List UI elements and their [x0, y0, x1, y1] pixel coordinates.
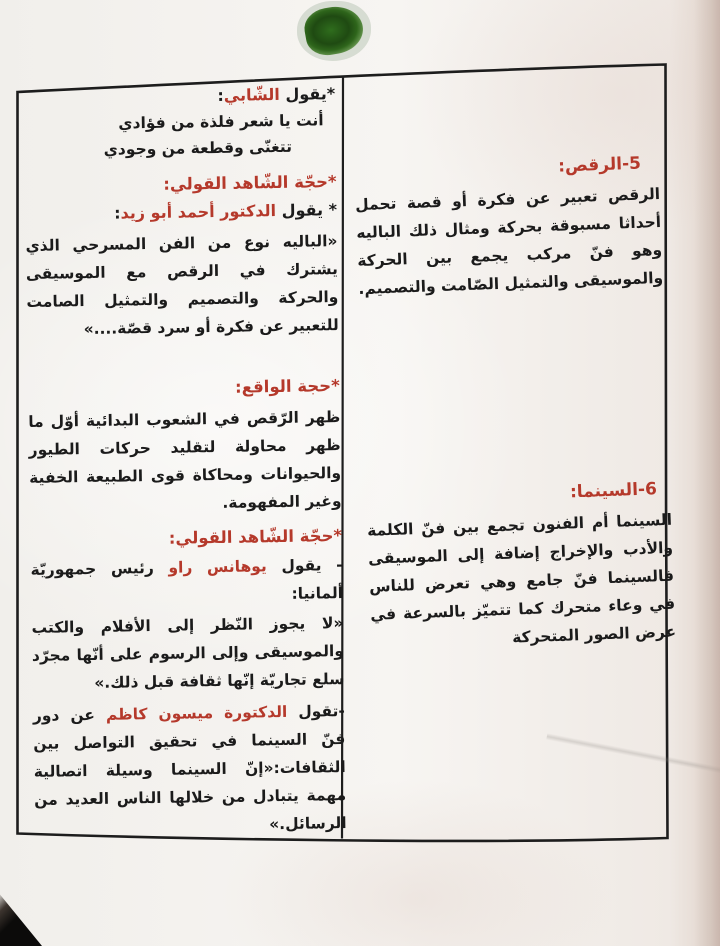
kazem-quote: «إنّ السينما وسيلة اتصالية مهمة يتبادل من خلالها الناس العديد من الرسائل.» [33, 759, 347, 834]
reality-evidence-heading: *حجة الواقع: [234, 376, 340, 397]
verbal-witness-heading-1: *حجّة الشّاهد القولي: [163, 172, 337, 194]
president-name: يوهانس راو [168, 557, 267, 577]
attribution-suffix: رئيس جمهوريّة ألمانيا: [30, 558, 344, 603]
colon: : [217, 85, 224, 105]
kazem-paragraph [33, 697, 347, 842]
page-edge-shadow [694, 0, 720, 946]
section-6-cinema-heading: 6-السينما: [569, 479, 658, 503]
scholar-name: الدكتور أحمد أبو زيد [120, 201, 277, 223]
say-verb: - يقول [266, 556, 343, 576]
say-verb: *يقول [279, 84, 336, 104]
verbal-witness-heading-2: *حجّة الشّاهد القولي: [168, 526, 343, 548]
rau-attribution [30, 551, 343, 612]
colon: : [113, 203, 121, 223]
rau-quote: «لا يجوز النّظر إلى الأفلام والكتب والموسيقى وإلى الرسوم على أنّها مجرّد سلع تجاريّة إنّها ثقافة قبل ذلك.» [31, 614, 345, 692]
main-topics-column [351, 84, 676, 657]
poet-name: الشّابي [223, 84, 280, 105]
section-6-cinema-body: السينما أم الفنون تجمع بين فنّ الكلمة والأدب والإخراج إضافة إلى الموسيقى فالسينما فنّ جامع وهي تعرض للناس في وعاء متحرك كما تتميّز بالسرعة في عرض الصور المتحركة [366, 510, 677, 647]
abuzeid-quote: «الباليه نوع من الفن المسرحي الذي يشترك في الرقص مع الموسيقى والحركة والتصميم والتمثيل الصامت للتعبير عن فكرة أو سرد قصّة....» [25, 232, 339, 339]
poem-verse-1: أنت يا شعر فلذة من فؤادي [118, 111, 324, 133]
section-5-dance-body: الرقص تعبير عن فكرة أو قصة تحمل أحداثا مسبوقة بحركة ومثال ذلك الباليه وهو فنّ مركب يجمع بين الحركة والموسيقى والتمثيل الصّامت والتصميم. [354, 184, 664, 299]
doctor-name: الدكتورة ميسون كاظم [105, 702, 288, 724]
abuzeid-attribution [25, 197, 337, 228]
section-5-dance-heading: 5-الرقص: [557, 153, 642, 177]
evidence-column [23, 81, 347, 842]
say-verb: -تقول [287, 702, 345, 721]
poem-verse-2: تتغنّى وقطعة من وجودي [103, 137, 293, 159]
say-verb: * يقول [275, 200, 338, 221]
attribution-suffix: عن دور فنّ السينما في تحقيق التواصل بين الثقافات: [32, 705, 346, 778]
reality-evidence-body: ظهر الرّقص في الشعوب البدائية أوّل ما ظهر محاولة لتقليد حركات الطيور والحيوانات ومحاكاة قوى الطبيعة الخفية وغير المفهومة. [28, 408, 342, 512]
